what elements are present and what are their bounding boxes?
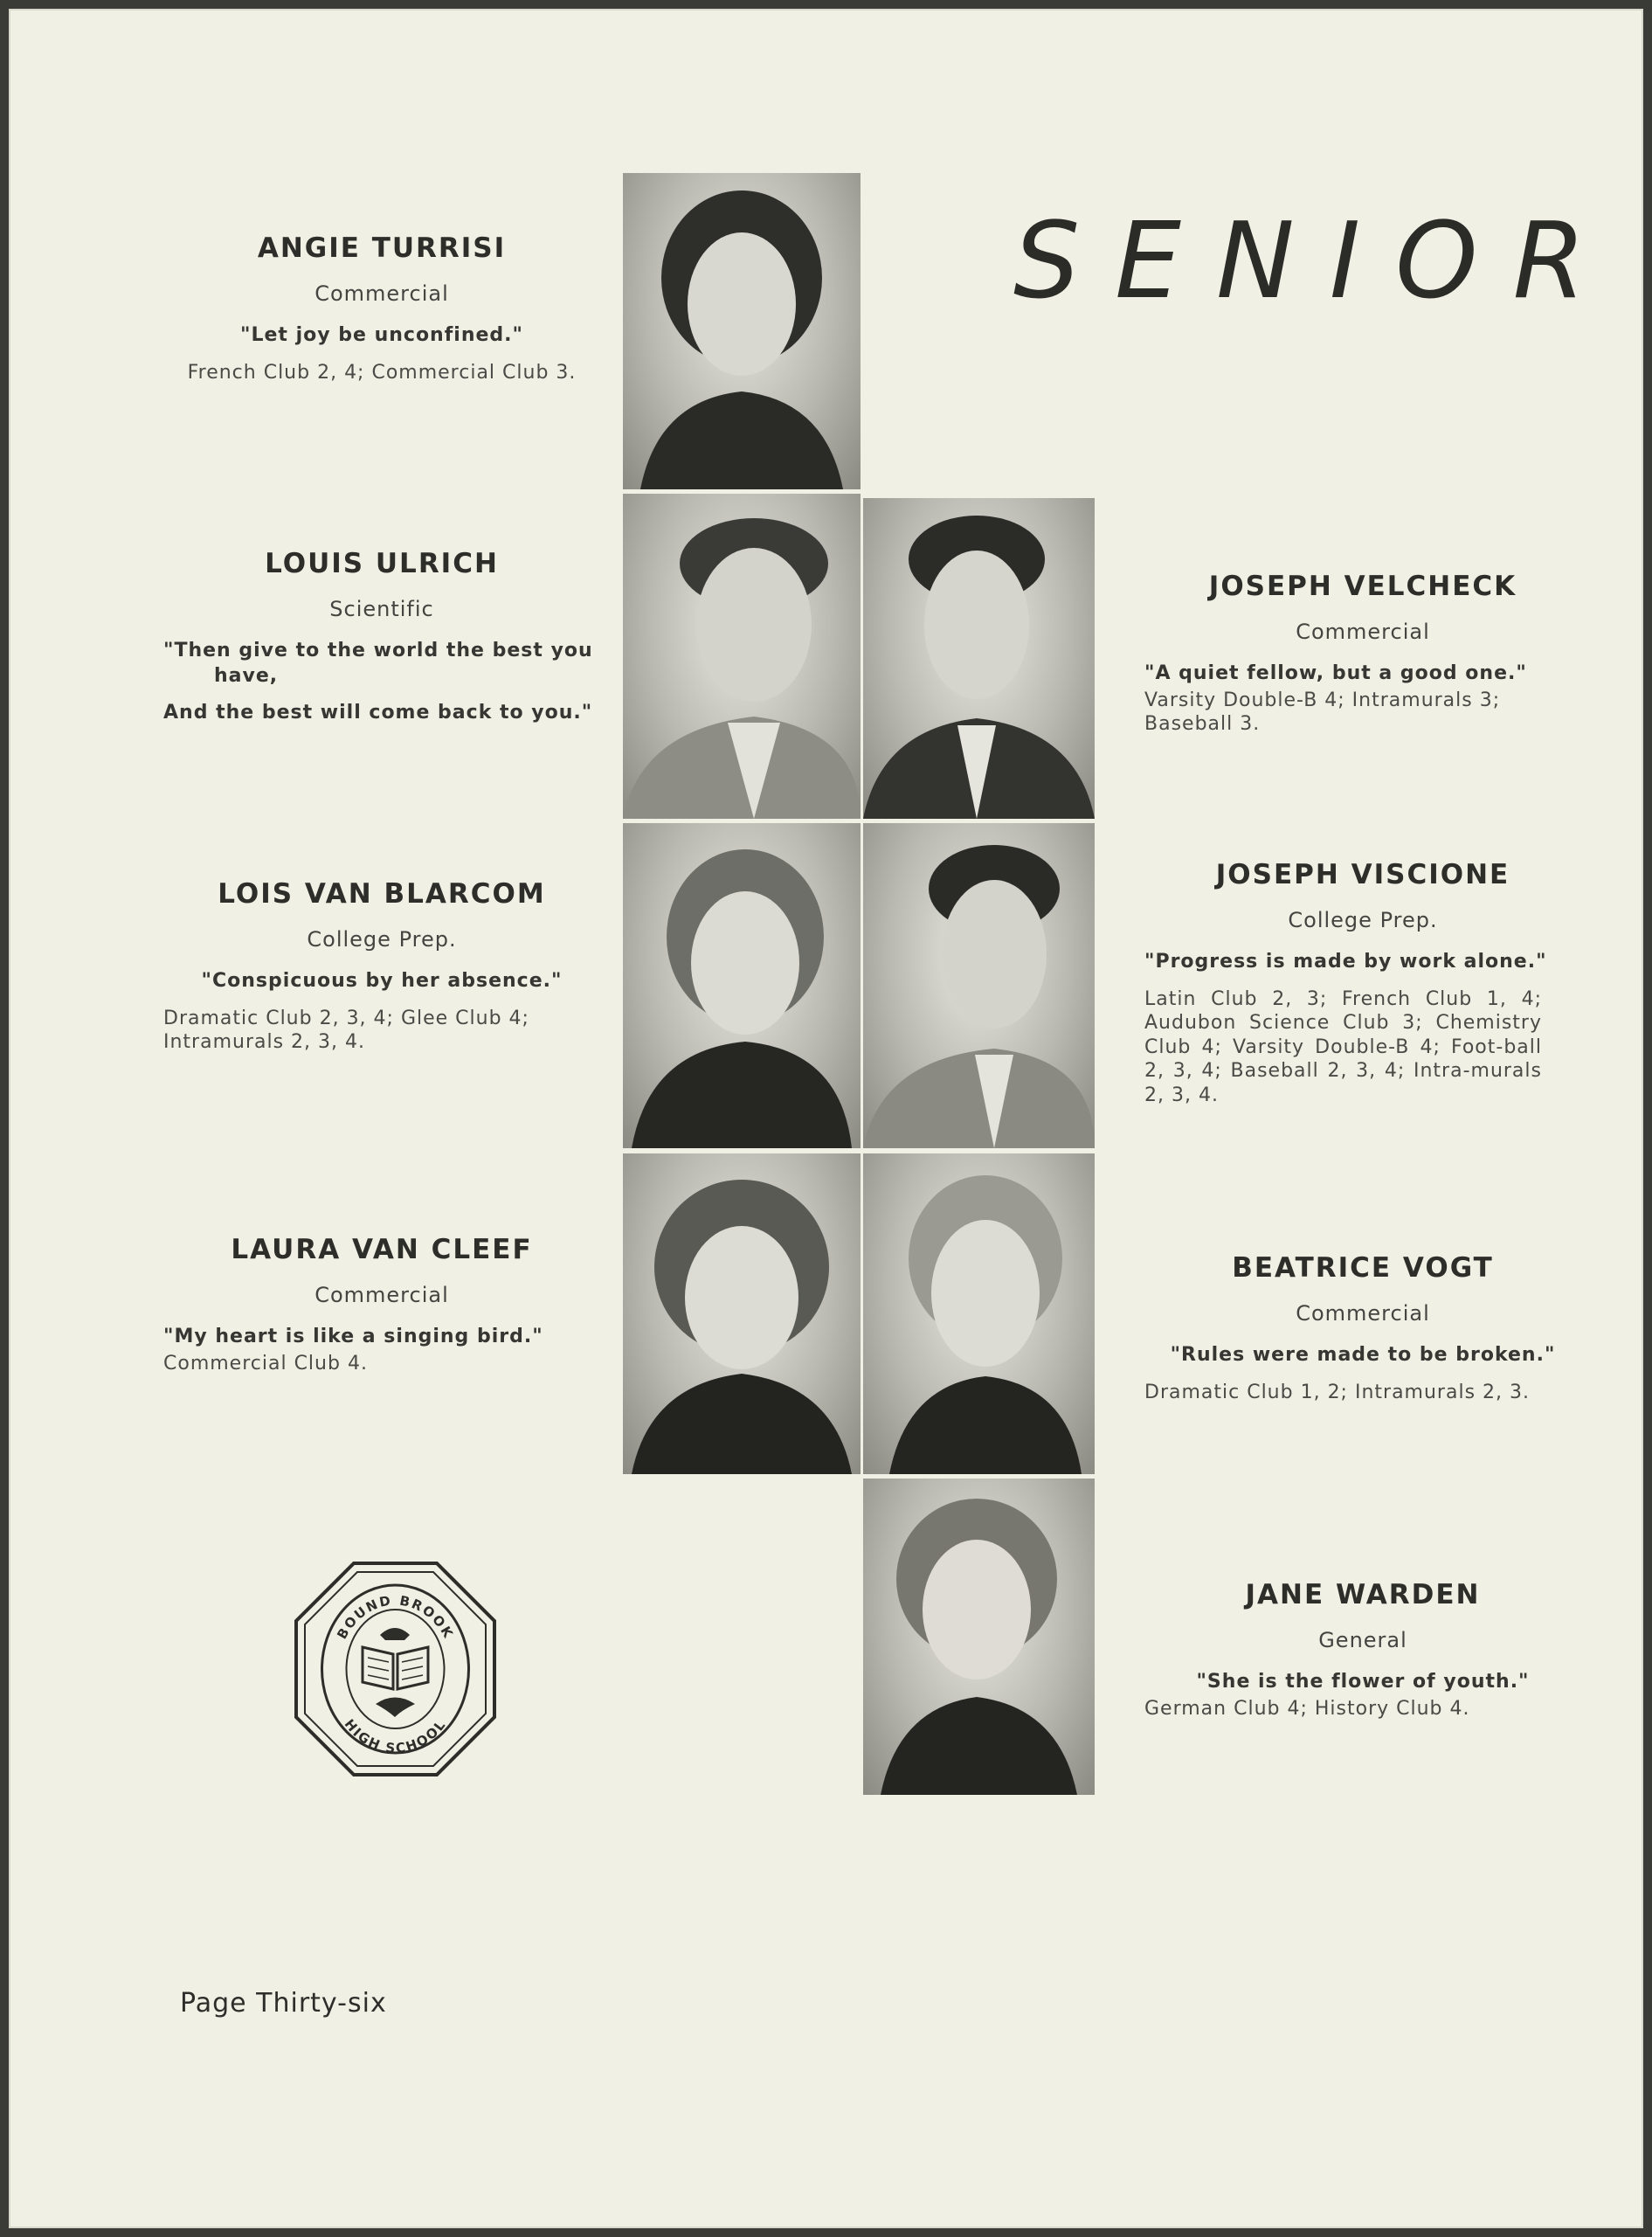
student-entry-lois-van-blarcom [163, 878, 600, 1055]
student-quote-line: have, [214, 664, 279, 687]
page-number: Page Thirty-six [180, 1988, 387, 2019]
student-entry-joseph-velcheck [1144, 571, 1581, 737]
student-entry-laura-van-cleef [163, 1234, 600, 1375]
page-title: SENIOR [1013, 201, 1621, 322]
student-entry-angie-turrisi [163, 232, 600, 384]
student-quote: "Conspicuous by her absence." [201, 970, 563, 992]
portrait-louis-ulrich [623, 494, 861, 819]
student-course: Commercial [315, 281, 449, 306]
student-entry-joseph-viscione [1144, 859, 1581, 1107]
student-course: General [1318, 1628, 1407, 1652]
seal-bottom-text: HIGH SCHOOL [341, 1716, 450, 1756]
student-entry-louis-ulrich [163, 548, 600, 738]
student-name: ANGIE TURRISI [257, 232, 507, 264]
student-entry-jane-warden [1144, 1579, 1581, 1721]
school-seal [293, 1560, 498, 1778]
student-name: JOSEPH VISCIONE [1215, 859, 1510, 890]
student-name: LAURA VAN CLEEF [231, 1234, 533, 1265]
portrait-lois-van-blarcom [623, 823, 861, 1148]
student-activities: German Club 4; History Club 4. [1144, 1697, 1470, 1720]
portrait-joseph-velcheck [863, 498, 1095, 819]
student-quote [163, 639, 600, 689]
seal-top-text: BOUND BROOK [334, 1592, 457, 1642]
student-name: LOIS VAN BLARCOM [218, 878, 546, 910]
student-name: JANE WARDEN [1245, 1579, 1481, 1610]
student-name: BEATRICE VOGT [1232, 1252, 1494, 1284]
student-name: JOSEPH VELCHECK [1208, 571, 1517, 602]
student-activities: Commercial Club 4. [163, 1352, 368, 1375]
portrait-joseph-viscione [863, 823, 1095, 1148]
student-course: College Prep. [307, 927, 457, 952]
student-activities: French Club 2, 4; Commercial Club 3. [187, 361, 577, 384]
student-entry-beatrice-vogt [1144, 1252, 1581, 1404]
portrait-jane-warden [863, 1479, 1095, 1795]
student-quote-line: "Then give to the world the best you [163, 640, 593, 661]
student-course: Scientific [329, 597, 434, 621]
student-activities: Varsity Double-B 4; Intramurals 3; Baseball 3. [1144, 689, 1501, 736]
student-course: Commercial [315, 1283, 449, 1307]
portrait-beatrice-vogt [863, 1153, 1095, 1474]
student-quote: "Let joy be unconfined." [240, 324, 523, 346]
student-quote: "Progress is made by work alone." [1144, 951, 1547, 973]
portrait-angie-turrisi [623, 173, 861, 489]
student-quote: "A quiet fellow, but a good one." [1144, 662, 1527, 684]
student-course: Commercial [1296, 620, 1430, 644]
student-activities: Dramatic Club 1, 2; Intramurals 2, 3. [1144, 1381, 1530, 1403]
student-course: College Prep. [1288, 908, 1438, 932]
student-quote: "My heart is like a singing bird." [163, 1326, 543, 1347]
student-name: LOUIS ULRICH [265, 548, 499, 579]
student-activities: Dramatic Club 2, 3, 4; Glee Club 4; Intramurals 2, 3, 4. [163, 1007, 529, 1054]
student-quote-line: And the best will come back to you." [163, 702, 593, 724]
student-course: Commercial [1296, 1301, 1430, 1326]
student-quote: "Rules were made to be broken." [1170, 1344, 1556, 1366]
portrait-laura-van-cleef [623, 1153, 861, 1474]
student-activities: Latin Club 2, 3; French Club 1, 4; Audubon Science Club 3; Chemistry Club 4; Varsity Double-B 4; Foot-ball 2, 3, 4; Baseball 2, 3, 4; Intra-murals 2, 3, 4. [1144, 987, 1542, 1106]
student-quote: "She is the flower of youth." [1196, 1671, 1530, 1693]
